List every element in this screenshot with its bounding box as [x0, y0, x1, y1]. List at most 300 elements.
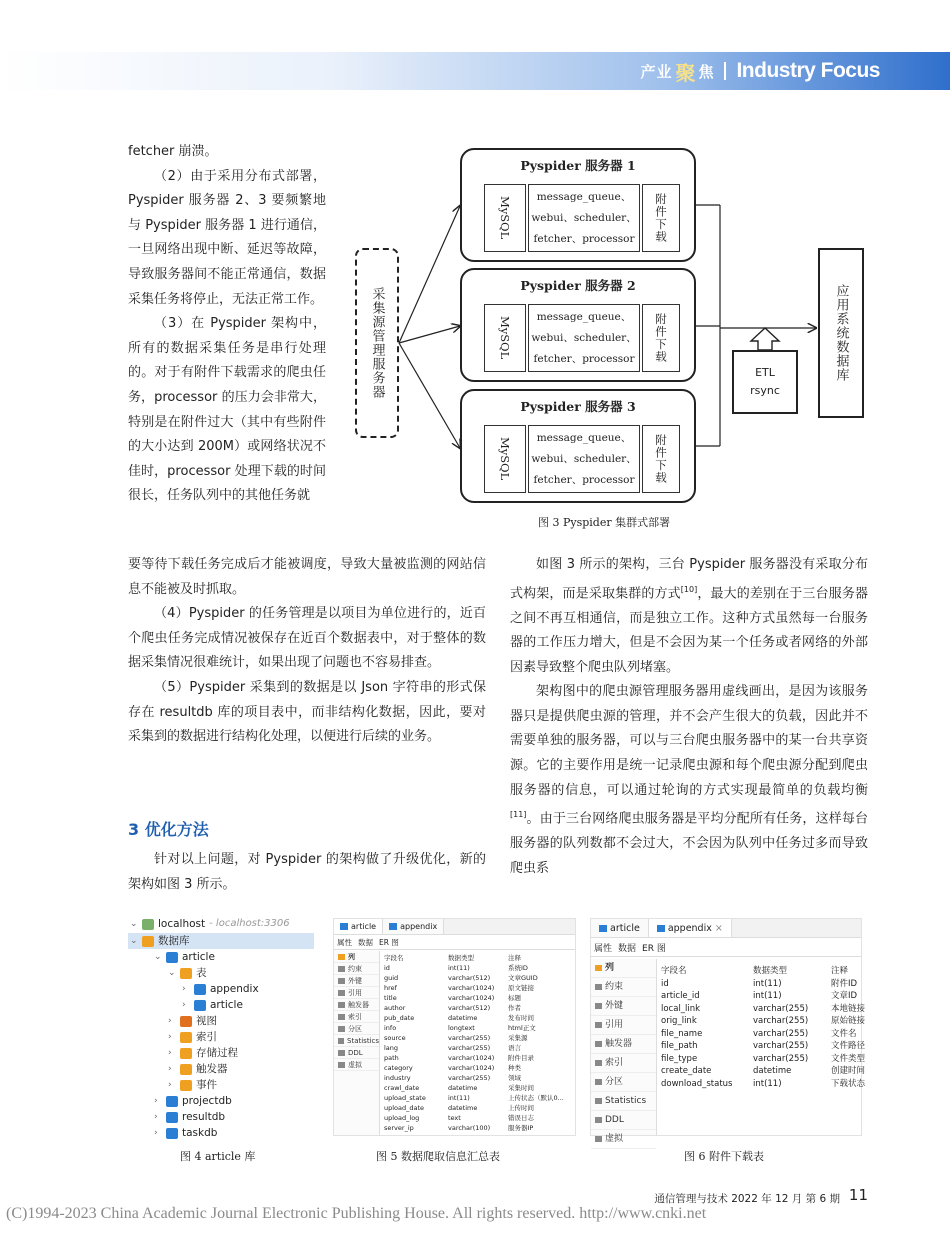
- process-line: webui、scheduler、: [531, 212, 637, 224]
- tree-label: projectdb: [182, 1095, 232, 1107]
- reference-icon: [595, 1022, 602, 1028]
- table-row[interactable]: [384, 1113, 568, 1123]
- table-row[interactable]: [384, 1103, 568, 1113]
- grid-cell: varchar(512): [448, 974, 491, 982]
- ddl-icon: [595, 1117, 602, 1123]
- server-title: Pyspider 服务器 1: [520, 158, 636, 173]
- design-sidebar: [334, 951, 380, 1135]
- left-text-upper: [128, 140, 326, 509]
- mysql-box: [484, 304, 526, 372]
- tree-label: 表: [196, 967, 207, 979]
- grid-cell: varchar(255): [753, 1016, 809, 1026]
- tab-label: article: [610, 922, 640, 934]
- partition-icon: [338, 1026, 345, 1032]
- grid-cell: int(11): [448, 964, 470, 972]
- section-title: 3 优化方法: [128, 820, 209, 839]
- figure-6-appendix-table: [590, 918, 866, 1144]
- journal-header-band: [0, 52, 950, 90]
- trigger-icon: [595, 1041, 602, 1047]
- side-item-triggers[interactable]: [334, 999, 379, 1011]
- side-item-foreign-keys[interactable]: [334, 975, 379, 987]
- virtual-icon: [595, 1136, 602, 1142]
- table-row[interactable]: [661, 978, 867, 991]
- pyspider-server-3: [460, 389, 696, 503]
- attachment-download-box: [642, 425, 680, 493]
- chevron-down-icon[interactable]: ⌄: [130, 919, 138, 929]
- table-row[interactable]: [384, 963, 568, 973]
- grid-cell: upload_state: [384, 1094, 426, 1102]
- paragraph: 针对以上问题，对 Pyspider 的架构做了升级优化，新的架构如图 3 所示。: [128, 852, 486, 892]
- index-icon: [338, 1014, 345, 1020]
- table-row[interactable]: [384, 993, 568, 1003]
- side-item-statistics[interactable]: [334, 1035, 379, 1047]
- tree-item-projectdb[interactable]: [154, 1093, 232, 1109]
- side-label: Statistics: [347, 1036, 379, 1045]
- tree-item-article-table[interactable]: [182, 997, 243, 1013]
- grid-cell: file_type: [661, 1053, 698, 1064]
- tab-label: appendix: [400, 922, 438, 931]
- table-icon: [657, 925, 665, 932]
- grid-cell: orig_link: [661, 1016, 697, 1026]
- table-row[interactable]: [384, 1043, 568, 1053]
- grid-cell: 文章ID: [831, 991, 858, 1001]
- side-label: 外键: [605, 1000, 624, 1011]
- grid-cell: varchar(255): [753, 1028, 809, 1039]
- table-icon: [389, 923, 397, 930]
- chevron-right-icon[interactable]: ›: [168, 1016, 172, 1026]
- grid-cell: 服务器IP: [508, 1124, 534, 1132]
- constraint-icon: [338, 966, 345, 972]
- figure-6-caption: 图 6 附件下载表: [684, 1150, 764, 1163]
- database-icon: [166, 1112, 178, 1123]
- connection-icon: [142, 919, 154, 930]
- tab-label: article: [351, 922, 377, 931]
- side-label: 分区: [348, 1024, 362, 1033]
- pyspider-server-2: [460, 268, 696, 382]
- toolbar-properties[interactable]: 属性: [337, 938, 352, 947]
- etl-label: ETL: [755, 366, 775, 379]
- partition-icon: [595, 1079, 602, 1085]
- grid-cell: author: [384, 1004, 406, 1012]
- grid-cell: guid: [384, 974, 399, 982]
- grid-cell: 发布时间: [508, 1014, 534, 1022]
- design-sidebar: [591, 959, 657, 1144]
- tree-item-events[interactable]: [168, 1077, 217, 1093]
- tree-item-taskdb[interactable]: [154, 1125, 217, 1141]
- process-box: [528, 184, 640, 252]
- constraint-icon: [595, 984, 602, 990]
- grid-cell: source: [384, 1034, 406, 1042]
- grid-cell: 错误日志: [508, 1114, 534, 1122]
- tree-item-views[interactable]: [168, 1013, 217, 1029]
- side-label: Statistics: [605, 1095, 647, 1106]
- source-manager-label: 采集源管理服务器: [369, 287, 385, 399]
- grid-cell: local_link: [661, 1003, 701, 1014]
- side-label: 索引: [348, 1012, 362, 1021]
- tree-item-resultdb[interactable]: [154, 1109, 225, 1125]
- side-item-constraints[interactable]: [334, 963, 379, 975]
- tab-label: appendix: [667, 922, 712, 934]
- rsync-label: rsync: [750, 384, 780, 397]
- grid-cell: 文件路径: [831, 1041, 866, 1051]
- folder-icon: [180, 968, 192, 979]
- side-item-virtual[interactable]: [591, 1130, 656, 1149]
- arrow-to-server-1: [399, 206, 460, 343]
- index-icon: [595, 1060, 602, 1066]
- process-line: fetcher、processor: [533, 233, 635, 245]
- attachment-download-label: 附件下载: [654, 193, 668, 243]
- chevron-right-icon[interactable]: ›: [154, 1096, 158, 1106]
- grid-cell: title: [384, 994, 397, 1002]
- grid-cell: 字段名: [384, 954, 404, 962]
- table-row[interactable]: [384, 1083, 568, 1093]
- side-label: 引用: [605, 1019, 624, 1030]
- tree-label: taskdb: [182, 1127, 218, 1139]
- chevron-down-icon[interactable]: ⌄: [130, 936, 138, 946]
- grid-cell: 原始链接: [831, 1016, 866, 1026]
- tree-label-extra: - localhost:3306: [209, 918, 290, 929]
- grid-cell: 附件ID: [831, 978, 858, 989]
- etl-up-arrow: [751, 328, 779, 350]
- virtual-icon: [338, 1062, 345, 1068]
- table-row[interactable]: [384, 973, 568, 983]
- side-item-columns[interactable]: [334, 951, 379, 963]
- grid-cell: path: [384, 1054, 399, 1062]
- tree-label: 触发器: [196, 1063, 228, 1075]
- chevron-right-icon[interactable]: ›: [168, 1032, 172, 1042]
- table-row[interactable]: [384, 1033, 568, 1043]
- grid-cell: id: [661, 978, 669, 989]
- grid-cell: longtext: [448, 1024, 475, 1032]
- grid-cell: pub_date: [384, 1014, 415, 1022]
- chevron-right-icon[interactable]: ›: [168, 1080, 172, 1090]
- tree-item-localhost[interactable]: [130, 916, 316, 932]
- tree-label: 存储过程: [196, 1047, 238, 1059]
- grid-cell: article_id: [661, 991, 700, 1001]
- grid-cell: upload_log: [384, 1114, 420, 1122]
- grid-cell: id: [384, 964, 390, 972]
- grid-cell: varchar(1024): [448, 1064, 495, 1072]
- toolbar-properties[interactable]: 属性: [594, 944, 613, 954]
- toolbar-er[interactable]: ER 图: [379, 938, 399, 947]
- grid-cell: datetime: [448, 1084, 478, 1092]
- header-divider: [724, 62, 726, 80]
- grid-cell: 字段名: [661, 966, 687, 976]
- side-label: 分区: [605, 1076, 624, 1087]
- page-number: 11: [848, 1186, 868, 1204]
- side-item-ddl[interactable]: [334, 1047, 379, 1059]
- process-line: fetcher、processor: [533, 353, 635, 365]
- trigger-icon: [338, 1002, 345, 1008]
- grid-cell: varchar(1024): [448, 1054, 495, 1062]
- grid-cell: file_path: [661, 1041, 698, 1051]
- tree-item-tables[interactable]: [168, 965, 207, 981]
- grid-cell: 注释: [831, 966, 849, 976]
- attachment-download-label: 附件下载: [654, 313, 668, 363]
- design-toolbar: [334, 936, 575, 950]
- grid-cell: lang: [384, 1044, 399, 1052]
- table-row[interactable]: [384, 983, 568, 993]
- paragraph: 要等待下载任务完成后才能被调度，导致大量被监测的网站信息不能被及时抓取。: [128, 557, 486, 597]
- side-label: 触发器: [605, 1038, 633, 1049]
- grid-cell: html正文: [508, 1024, 536, 1032]
- tree-label: resultdb: [182, 1111, 226, 1123]
- process-line: fetcher、processor: [533, 474, 635, 486]
- tree-item-databases[interactable]: [128, 933, 314, 949]
- table-row[interactable]: [384, 1013, 568, 1023]
- side-item-statistics[interactable]: [591, 1092, 656, 1111]
- side-item-indexes[interactable]: [591, 1054, 656, 1073]
- table-row[interactable]: [661, 990, 867, 1003]
- tree-label: 视图: [196, 1015, 217, 1027]
- figure-3-architecture: [350, 148, 870, 510]
- view-icon: [180, 1016, 192, 1027]
- grid-cell: 标题: [508, 994, 521, 1002]
- paragraph: fetcher 崩溃。: [128, 144, 218, 159]
- tree-item-procedures[interactable]: [168, 1045, 238, 1061]
- grid-cell: varchar(255): [448, 1034, 491, 1042]
- paragraph: [510, 680, 868, 881]
- source-manager-server: [355, 248, 399, 438]
- paragraph-text: 如图 3 所示的架构，三台 Pyspider 服务器没有采取分布式构架，而是采取集群的方式: [510, 557, 868, 601]
- table-row[interactable]: [384, 1123, 568, 1133]
- figure-5-article-table: [333, 918, 576, 1136]
- tree-label: article: [210, 999, 243, 1011]
- table-row[interactable]: [384, 1053, 568, 1063]
- grid-cell: 原文链接: [508, 984, 534, 992]
- right-text: [510, 553, 868, 881]
- paragraph: （5）Pyspider 采集到的数据是以 Json 字符串的形式保存在 resultdb 库的项目表中，而非结构化数据，因此，要对采集到的数据进行结构化处理，以便进行后续的业务。: [128, 679, 486, 745]
- etl-rsync-box: [732, 350, 798, 414]
- figure-3-caption: 图 3 Pyspider 集群式部署: [538, 516, 671, 529]
- grid-cell: crawl_date: [384, 1084, 420, 1092]
- left-text-lower: [128, 553, 486, 750]
- grid-cell: varchar(512): [448, 1004, 491, 1012]
- side-label: DDL: [605, 1114, 624, 1125]
- side-item-triggers[interactable]: [591, 1035, 656, 1054]
- app-db-label: 应用系统数据库: [833, 284, 849, 382]
- grid-cell: 附件目录: [508, 1054, 534, 1062]
- paragraph: （4）Pyspider 的任务管理是以项目为单位进行的，近百个爬虫任务完成情况被保存在近百个数据表中，对于整体的数据采集情况很难统计，如果出现了问题也不容易排查。: [128, 606, 486, 671]
- side-item-references[interactable]: [591, 1016, 656, 1035]
- figure-4-db-tree: [128, 914, 318, 1139]
- statistics-icon: [338, 1038, 344, 1044]
- journal-info: 通信管理与技术 2022 年 12 月 第 6 期: [654, 1193, 840, 1205]
- tree-item-article-db[interactable]: [154, 949, 215, 965]
- header-title: [640, 58, 880, 84]
- cnki-copyright: (C)1994-2023 China Academic Journal Electronic Publishing House. All rights reserved. http://www.cnki.net: [6, 1205, 707, 1222]
- side-item-columns[interactable]: [591, 959, 656, 978]
- grid-cell: upload_date: [384, 1104, 425, 1112]
- grid-cell: varchar(1024): [448, 984, 495, 992]
- tree-label: 索引: [196, 1031, 217, 1043]
- table-icon: [194, 984, 206, 995]
- grid-cell: 数据类型: [448, 954, 474, 962]
- grid-cell: varchar(1024): [448, 994, 495, 1002]
- grid-cell: int(11): [753, 978, 782, 989]
- table-row[interactable]: [384, 1093, 568, 1103]
- columns-icon: [338, 954, 345, 960]
- grid-cell: category: [384, 1064, 413, 1072]
- tab-article[interactable]: [334, 919, 383, 934]
- grid-cell: varchar(255): [448, 1044, 491, 1052]
- toolbar-data[interactable]: 数据: [618, 944, 637, 954]
- process-line: message_queue、: [536, 432, 632, 444]
- grid-cell: info: [384, 1024, 397, 1032]
- grid-cell: varchar(255): [753, 1003, 809, 1014]
- grid-cell: varchar(255): [448, 1074, 491, 1082]
- tab-appendix[interactable]: [383, 919, 444, 934]
- folder-icon: [180, 1064, 192, 1075]
- grid-cell: varchar(255): [753, 1041, 809, 1051]
- table-row[interactable]: [384, 1063, 568, 1073]
- chevron-right-icon[interactable]: ›: [168, 1048, 172, 1058]
- grid-header: [384, 953, 568, 963]
- paragraph: （2）由于采用分布式部署，Pyspider 服务器 2、3 要频繁地与 Pyspider 服务器 1 进行通信，一旦网络出现中断、延迟等故障，导致服务器间不能正常通信，数据采集任务将停止，无法正常工作。: [128, 168, 326, 307]
- tree-label: appendix: [210, 983, 259, 995]
- side-item-virtual[interactable]: [334, 1059, 379, 1071]
- side-label: 约束: [348, 964, 362, 973]
- grid-cell: file_name: [661, 1028, 703, 1039]
- grid-cell: 本地链接: [831, 1003, 866, 1014]
- table-row[interactable]: [384, 1023, 568, 1033]
- grid-cell: server_ip: [384, 1124, 414, 1132]
- grid-cell: 注释: [508, 954, 521, 962]
- side-label: 外键: [348, 976, 362, 985]
- chevron-right-icon[interactable]: ›: [154, 1128, 158, 1138]
- paragraph: （3）在 Pyspider 架构中，所有的数据采集任务是串行处理的。对于有附件下载需求的爬虫任务，processor 的压力会非常大，特别是在附件过大（其中有些附件的大小达到 200M）或网络状况不佳时，processor 处理下载的时间很长，任务队列中的其他任务就: [128, 316, 326, 504]
- header-cn-left: 产业: [640, 62, 673, 81]
- attachment-download-box: [642, 304, 680, 372]
- side-label: 列: [605, 962, 615, 973]
- tab-appendix[interactable]: [649, 919, 732, 937]
- columns-icon: [595, 965, 602, 971]
- grid-cell: 语言: [508, 1044, 521, 1052]
- grid-cell: industry: [384, 1074, 411, 1082]
- side-item-constraints[interactable]: [591, 978, 656, 997]
- statistics-icon: [595, 1098, 602, 1104]
- side-item-ddl[interactable]: [591, 1111, 656, 1130]
- side-label: 引用: [348, 988, 362, 997]
- database-icon: [166, 1128, 178, 1139]
- grid-cell: 领域: [508, 1074, 521, 1082]
- table-icon: [340, 923, 348, 930]
- grid-cell: int(11): [753, 1078, 782, 1089]
- tree-item-indexes[interactable]: [168, 1029, 217, 1045]
- tree-label: article: [182, 951, 215, 963]
- table-row[interactable]: [661, 1040, 867, 1053]
- arrow-to-server-3: [399, 343, 460, 448]
- chevron-right-icon[interactable]: ›: [154, 1112, 158, 1122]
- process-box: [528, 304, 640, 372]
- application-database: [818, 248, 864, 418]
- mysql-box: [484, 184, 526, 252]
- grid-cell: 系统ID: [508, 964, 528, 972]
- pyspider-server-1: [460, 148, 696, 262]
- toolbar-er[interactable]: ER 图: [642, 944, 666, 954]
- columns-grid: [384, 953, 568, 1133]
- grid-cell: 采集时间: [508, 1084, 534, 1092]
- grid-cell: 数据类型: [753, 966, 788, 976]
- grid-cell: 采集源: [508, 1034, 528, 1042]
- chevron-right-icon[interactable]: ›: [182, 984, 186, 994]
- grid-cell: int(11): [753, 991, 782, 1001]
- folder-icon: [142, 936, 154, 947]
- grid-cell: datetime: [448, 1014, 478, 1022]
- tab-article[interactable]: [591, 919, 649, 937]
- header-cn-right: 焦: [698, 62, 715, 81]
- process-box: [528, 425, 640, 493]
- close-icon[interactable]: ×: [714, 922, 723, 934]
- table-row[interactable]: [661, 1003, 867, 1016]
- grid-cell: 上传状态（默认0...: [508, 1094, 564, 1102]
- grid-header: [661, 965, 867, 978]
- columns-grid: [661, 965, 867, 1090]
- paragraph: [510, 553, 868, 680]
- table-row[interactable]: [661, 1028, 867, 1041]
- side-item-partitions[interactable]: [334, 1023, 379, 1035]
- chevron-down-icon[interactable]: ⌄: [154, 952, 162, 962]
- chevron-right-icon[interactable]: ›: [168, 1064, 172, 1074]
- grid-cell: datetime: [753, 1066, 792, 1076]
- chevron-down-icon[interactable]: ⌄: [168, 968, 176, 978]
- attachment-download-label: 附件下载: [654, 434, 668, 484]
- folder-icon: [180, 1032, 192, 1043]
- paragraph-text: 。由于三台网络爬虫服务器是平均分配所有任务，这样每台服务器的队列数都不会过大，不会因为队列中任务过多而导致爬虫系: [510, 811, 868, 876]
- mysql-label: MySQL: [498, 196, 512, 240]
- side-item-foreign-keys[interactable]: [591, 997, 656, 1016]
- chevron-right-icon[interactable]: ›: [182, 1000, 186, 1010]
- grid-cell: download_status: [661, 1078, 733, 1089]
- toolbar-data[interactable]: 数据: [358, 938, 373, 947]
- side-label: 列: [348, 952, 355, 961]
- grid-cell: 作者: [508, 1004, 521, 1012]
- paragraph-text: 架构图中的爬虫源管理服务器用虚线画出，是因为该服务器只是提供爬虫源的管理，并不会产生很大的负载，因此并不需要单独的服务器，可以与三台爬虫服务器中的某一台共享资源。它的主要作用是统一记录爬虫源和每个爬虫源分配到爬虫服务器的信息，可以通过轮询的方式实现最简单的负载均衡: [510, 684, 868, 798]
- process-line: message_queue、: [536, 311, 632, 323]
- tree-item-appendix[interactable]: [182, 981, 259, 997]
- mysql-box: [484, 425, 526, 493]
- table-row[interactable]: [661, 1015, 867, 1028]
- folder-icon: [180, 1048, 192, 1059]
- table-row[interactable]: [661, 1078, 867, 1091]
- side-label: 约束: [605, 981, 624, 992]
- foreign-key-icon: [338, 978, 345, 984]
- folder-icon: [180, 1080, 192, 1091]
- grid-cell: varchar(100): [448, 1124, 491, 1132]
- table-icon: [599, 925, 607, 932]
- side-label: DDL: [348, 1048, 363, 1057]
- table-row[interactable]: [384, 1073, 568, 1083]
- database-icon: [166, 1096, 178, 1107]
- side-item-partitions[interactable]: [591, 1073, 656, 1092]
- figure-4-caption: 图 4 article 库: [180, 1150, 256, 1163]
- side-item-references[interactable]: [334, 987, 379, 999]
- tree-label: 事件: [196, 1079, 217, 1091]
- table-row[interactable]: [384, 1003, 568, 1013]
- figure-5-caption: 图 5 数据爬取信息汇总表: [376, 1150, 500, 1163]
- mysql-label: MySQL: [498, 437, 512, 481]
- process-line: webui、scheduler、: [531, 453, 637, 465]
- table-row[interactable]: [661, 1053, 867, 1066]
- reference-icon: [338, 990, 345, 996]
- tree-item-triggers[interactable]: [168, 1061, 228, 1077]
- arrow-to-server-2: [399, 326, 460, 343]
- citation: [11]: [510, 810, 527, 820]
- grid-cell: 文章GUID: [508, 974, 538, 982]
- database-icon: [166, 952, 178, 963]
- table-row[interactable]: [661, 1065, 867, 1078]
- side-item-indexes[interactable]: [334, 1011, 379, 1023]
